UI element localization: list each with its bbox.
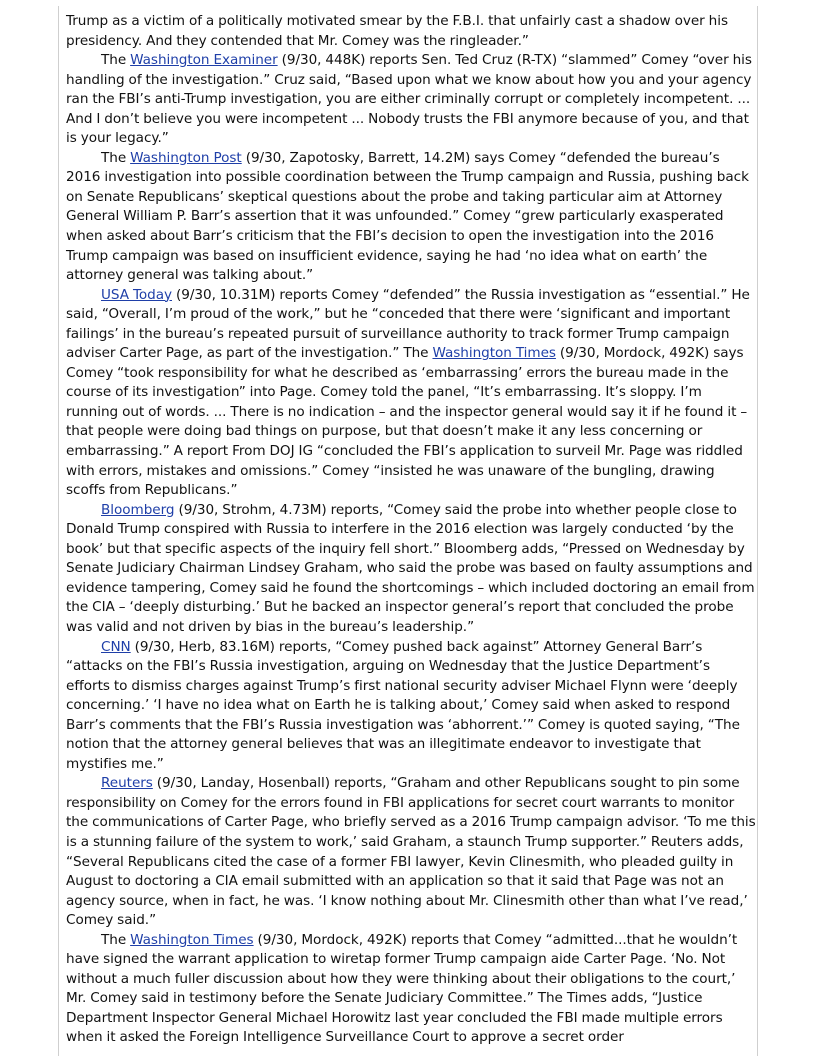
paragraph-lead: The: [101, 52, 131, 69]
paragraph-text: (9/30, Mordock, 492K) says Comey “took responsibility for what he described as ‘embarrassing’ errors the bureau made in the course of its investigation” into Page. Comey told the panel, “It’s embarrassing. It’s sloppy. I’m running out of words. ... There is no indication – and the inspector general would say it if he found it – that people were doing bad things on purpose, but that doesn’t make it any less concerning or embarrassing.” A report From DOJ IG “concluded the FBI’s application to surveil Mr. Page was riddled with errors, mistakes and omissions.” Comey “insisted he was unaware of the bungling, drawing scoffs from Republicans.”: [66, 345, 748, 499]
paragraph-washington-post: [66, 149, 757, 286]
paragraph-lead: The: [101, 931, 131, 948]
document-body: [66, 12, 757, 1048]
source-link-cnn[interactable]: CNN: [101, 638, 131, 655]
paragraph-intro-continuation: [66, 12, 757, 51]
paragraph-text: Trump as a victim of a politically motivated smear by the F.B.I. that unfairly cast a shadow over his presidency. And they contended that Mr. Comey was the ringleader.”: [66, 13, 728, 49]
source-link-washington-times[interactable]: Washington Times: [432, 345, 556, 362]
paragraph-text: (9/30, Herb, 83.16M) reports, “Comey pushed back against” Attorney General Barr’s “attacks on the FBI’s Russia investigation, arguing on Wednesday that the Justice Department’s efforts to dismiss charges against Trump’s first national security adviser Michael Flynn were ‘deeply concerning.’ ‘I have no idea what on Earth he is talking about,’ Comey said when asked to respond Barr’s comments that the FBI’s Russia investigation was ‘abhorrent.’” Comey is quoted saying, “The notion that the attorney general believes that was an illegitimate endeavor to investigate that mystifies me.”: [66, 638, 740, 772]
source-link-usa-today[interactable]: USA Today: [101, 286, 173, 303]
source-link-reuters[interactable]: Reuters: [101, 775, 153, 792]
paragraph-text: (9/30, 10.31M) reports Comey “defended” the Russia investigation as “essential.” He said, “Overall, I’m proud of the work,” but he “conceded that there were ‘significant and important failings’ in the bureau’s repeated pursuit of surveillance authority to track former Trump campaign adviser Carter Page, as part of the investigation.” The: [66, 286, 750, 362]
paragraph-bloomberg: [66, 501, 757, 638]
paragraph-text: (9/30, Strohm, 4.73M) reports, “Comey said the probe into whether people close to Donald Trump conspired with Russia to interfere in the 2016 election was largely conducted ‘by the book’ but that specific aspects of the inquiry fell short.” Bloomberg adds, “Pressed on Wednesday by Senate Judiciary Chairman Lindsey Graham, who said the probe was based on faulty assumptions and evidence tampering, Comey said he found the shortcomings – which included doctoring an email from the CIA – ‘deeply disturbing.’ But he backed an inspector general’s report that concluded the probe was valid and not driven by bias in the bureau’s leadership.”: [66, 501, 755, 635]
paragraph-text: (9/30, 448K) reports Sen. Ted Cruz (R-TX) “slammed” Comey “over his handling of the investigation.” Cruz said, “Based upon what we know about how you and your agency ran the FBI’s anti-Trump investigation, you are either criminally corrupt or completely incompetent. ... And I don’t believe you were incompetent ... Nobody trusts the FBI anymore because of you, and that is your legacy.”: [66, 52, 752, 147]
paragraph-washington-examiner: [66, 51, 757, 149]
source-link-washington-times[interactable]: Washington Times: [130, 931, 254, 948]
paragraph-text: (9/30, Zapotosky, Barrett, 14.2M) says Comey “defended the bureau’s 2016 investigation into possible coordination between the Trump campaign and Russia, pushing back on Senate Republicans’ skeptical questions about the probe and taking particular aim at Attorney General William P. Barr’s assertion that it was unfounded.” Comey “grew particularly exasperated when asked about Barr’s criticism that the FBI’s decision to open the investigation into the 2016 Trump campaign was based on insufficient evidence, saying he had ‘no idea what on earth’ the attorney general was talking about.”: [66, 149, 749, 284]
paragraph-washington-times-2: [66, 931, 757, 1048]
paragraph-text: (9/30, Mordock, 492K) reports that Comey “admitted...that he wouldn’t have signed the warrant application to wiretap former Trump campaign aide Carter Page. ‘No. Not without a much fuller discussion about how they were thinking about their obligations to the court,’ Mr. Comey said in testimony before the Senate Judiciary Committee.” The Times adds, “Justice Department Inspector General Michael Horowitz last year concluded the FBI made multiple errors when it asked the Foreign Intelligence Surveillance Court to approve a secret order: [66, 931, 738, 1046]
source-link-washington-examiner[interactable]: Washington Examiner: [130, 52, 278, 69]
paragraph-text: (9/30, Landay, Hosenball) reports, “Graham and other Republicans sought to pin some responsibility on Comey for the errors found in FBI applications for secret court warrants to monitor the communications of Carter Page, who briefly served as a 2016 Trump campaign advisor. ‘To me this is a stunning failure of the system to work,’ said Graham, a staunch Trump supporter.” Reuters adds, “Several Republicans cited the case of a former FBI lawyer, Kevin Clinesmith, who pleaded guilty in August to doctoring a CIA email submitted with an application so that it said that Page was not an agency source, when in fact, he was. ‘I know nothing about Mr. Clinesmith other than what I’ve read,’ Comey said.”: [66, 775, 756, 929]
source-link-washington-post[interactable]: Washington Post: [130, 149, 242, 166]
paragraph-cnn: [66, 638, 757, 775]
document-page: [58, 6, 758, 1056]
paragraph-reuters: [66, 774, 757, 930]
paragraph-usa-today: [66, 286, 757, 501]
paragraph-lead: The: [101, 149, 131, 166]
source-link-bloomberg[interactable]: Bloomberg: [101, 501, 175, 518]
